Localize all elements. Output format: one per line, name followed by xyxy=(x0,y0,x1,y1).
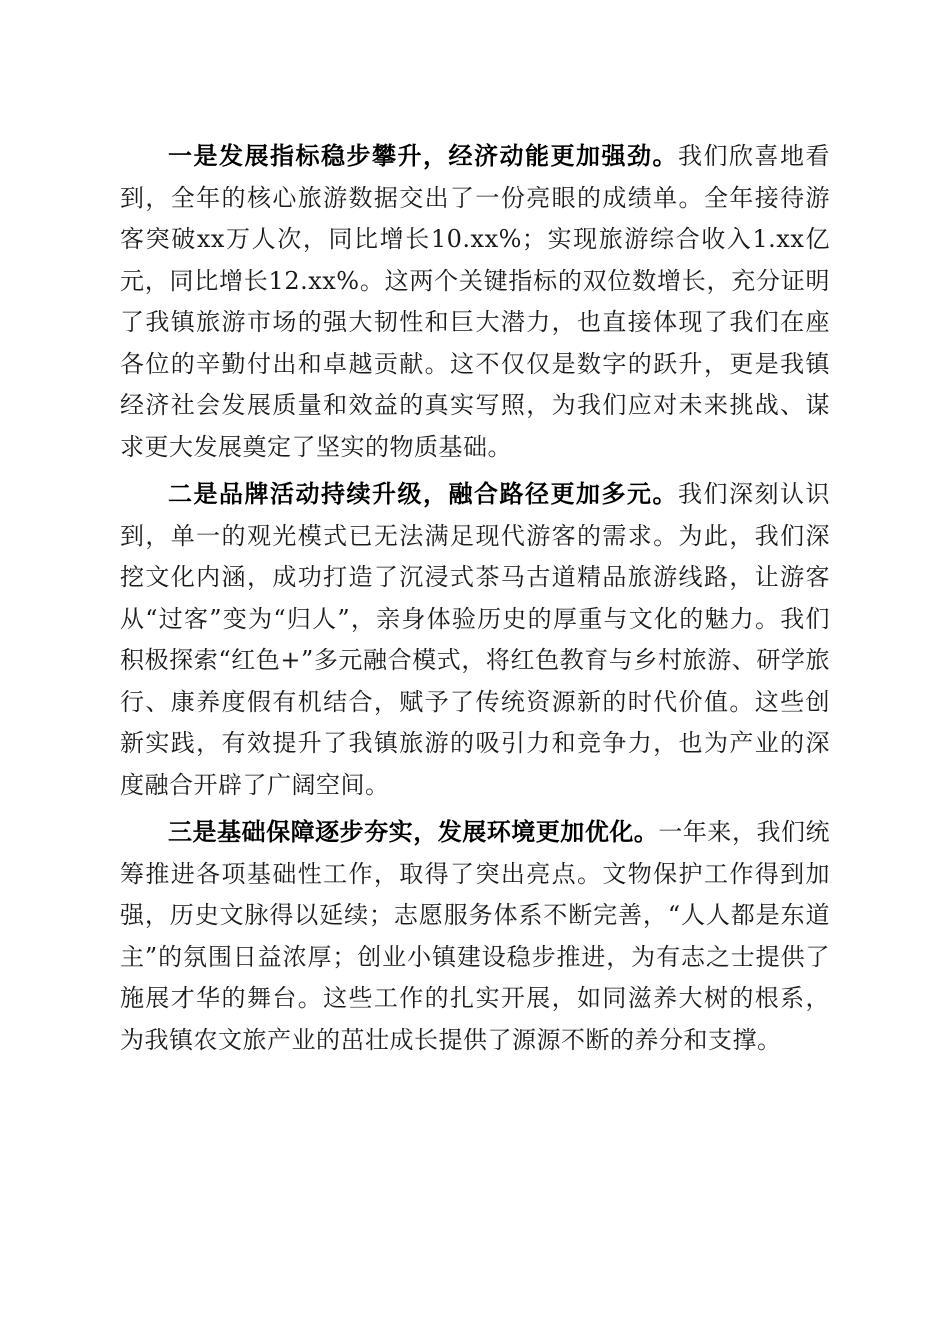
paragraph-1 xyxy=(120,136,830,468)
document-body xyxy=(120,136,830,1067)
paragraph-1-heading: 一是发展指标稳步攀升，经济动能更加强劲。 xyxy=(168,142,678,170)
paragraph-2-heading: 二是品牌活动持续升级，融合路径更加多元。 xyxy=(168,480,678,508)
paragraph-2-text: 我们深刻认识到，单一的观光模式已无法满足现代游客的需求。为此，我们深挖文化内涵，成功打造了沉浸式茶马古道精品旅游线路，让游客从“过客”变为“归人”，亲身体验历史的厚重与文化的魅力。我们积极探索“红色+”多元融合模式，将红色教育与乡村旅游、研学旅行、康养度假有机结合，赋予了传统资源新的时代价值。这些创新实践，有效提升了我镇旅游的吸引力和竞争力，也为产业的深度融合开辟了广阔空间。 xyxy=(120,480,830,799)
paragraph-3-text: 一年来，我们统筹推进各项基础性工作，取得了突出亮点。文物保护工作得到加强，历史文脉得以延续；志愿服务体系不断完善，“人人都是东道主”的氛围日益浓厚；创业小镇建设稳步推进，为有志之士提供了施展才华的舞台。这些工作的扎实开展，如同滋养大树的根系，为我镇农文旅产业的茁壮成长提供了源源不断的养分和支撑。 xyxy=(120,818,831,1054)
paragraph-1-text: 我们欣喜地看到，全年的核心旅游数据交出了一份亮眼的成绩单。全年接待游客突破xx万人次，同比增长10.xx%；实现旅游综合收入1.xx亿元，同比增长12.xx%。这两个关键指标的双位数增长，充分证明了我镇旅游市场的强大韧性和巨大潜力，也直接体现了我们在座各位的辛勤付出和卓越贡献。这不仅仅是数字的跃升，更是我镇经济社会发展质量和效益的真实写照，为我们应对未来挑战、谋求更大发展奠定了坚实的物质基础。 xyxy=(120,142,830,461)
paragraph-3-heading: 三是基础保障逐步夯实，发展环境更加优化。 xyxy=(168,818,659,846)
paragraph-3 xyxy=(120,812,830,1061)
paragraph-2 xyxy=(120,474,830,806)
